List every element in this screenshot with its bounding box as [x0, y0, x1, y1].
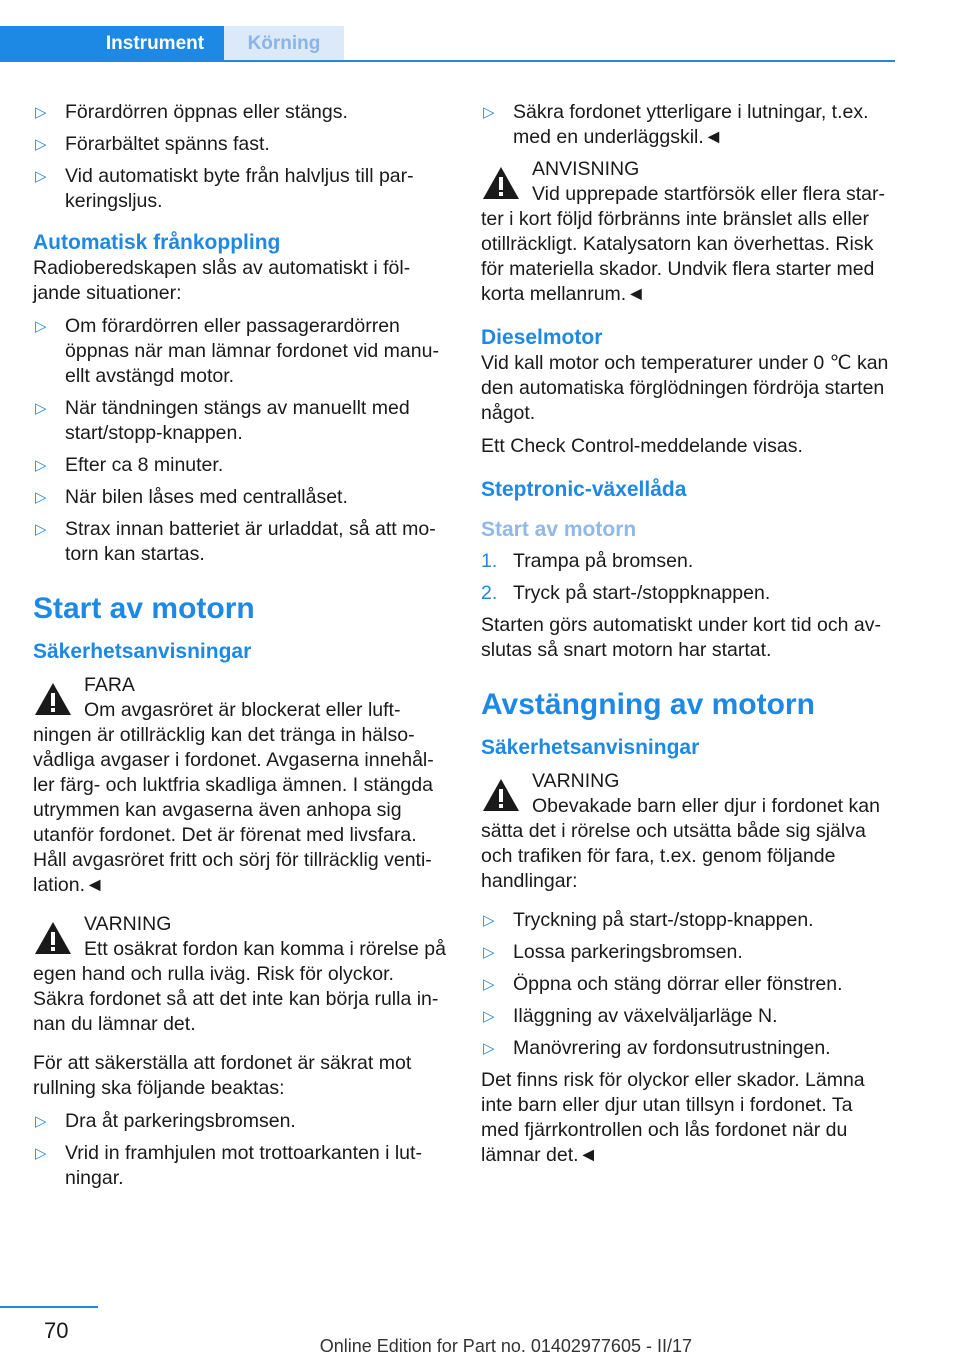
page-number: 70: [44, 1318, 69, 1343]
tab-korning[interactable]: Körning: [224, 26, 344, 62]
left-column: [33, 100, 447, 1198]
warning-box: [33, 912, 447, 1037]
paragraph: För att säkerställa att fordonet är säkrat mot rullning ska följande beaktas:: [33, 1052, 412, 1099]
triangle-right-icon: ▷: [483, 1040, 495, 1057]
tab-instrument[interactable]: Instrument: [86, 26, 224, 62]
triangle-right-icon: ▷: [35, 1113, 47, 1130]
warning-box: [33, 673, 447, 898]
section-heading-stop: Avstängning av motorn: [481, 688, 815, 721]
warning-triangle-icon: [481, 777, 521, 813]
warning-title: VARNING: [84, 913, 172, 935]
warning-box: [481, 157, 895, 307]
footer-rule: [0, 1306, 98, 1308]
section-heading-safety: Säkerhetsanvisningar: [33, 640, 252, 663]
section-heading-diesel: Dieselmotor: [481, 326, 603, 349]
list-item: ▷ Iläggning av växelväljarläge N.: [483, 1005, 778, 1027]
list-item: 2. Tryck på start-/stoppknappen.: [481, 582, 771, 604]
header-bar: [0, 0, 895, 62]
section-heading-steptronic: Steptronic-växellåda: [481, 478, 687, 501]
triangle-right-icon: ▷: [483, 1008, 495, 1025]
triangle-right-icon: ▷: [35, 168, 47, 185]
list-item: ▷ Om förardörren eller passagerardörren öppnas när man lämnar fordonet vid manuellt avstängd motor.: [35, 315, 439, 387]
paragraph: Det finns risk för olyckor eller skador. Lämna inte barn eller djur utan tillsyn i fordonet. Ta med fjärrkontrollen och lås fordonet när du lämnar det.◄: [481, 1069, 865, 1166]
triangle-right-icon: ▷: [35, 104, 47, 121]
list-item: ▷ När tändningen stängs av manuellt med start/stopp-knappen.: [35, 397, 410, 444]
list-item: ▷ När bilen låses med centrallåset.: [35, 486, 348, 508]
right-column: [481, 100, 895, 1176]
warning-triangle-icon: [33, 920, 73, 956]
list-item: ▷ Säkra fordonet ytterligare i lutningar, t.ex. med en underläggskil.◄: [483, 101, 869, 148]
list-item: ▷ Förarbältet spänns fast.: [35, 133, 270, 155]
warning-title: VARNING: [532, 770, 620, 792]
paragraph: Ett Check Control-meddelande visas.: [481, 435, 803, 457]
paragraph: Vid kall motor och temperaturer under 0 ℃ kan den automatiska förglödningen fördröja starten något.: [481, 352, 889, 424]
warning-body: Om avgasröret är blockerat eller luftningen är otillräcklig kan det tränga in hälsovådliga avgaser i fordonet. Avgaserna innehåller färg- och luktfria skadliga ämnen. I stängda utrymmen kan avgaserna även anhopa sig utanför fordonet. Det är förenat med livsfara. Håll avgasröret fritt och sörj för tillräcklig ventilation.◄: [33, 699, 434, 896]
triangle-right-icon: ▷: [35, 400, 47, 417]
section-heading-safety: Säkerhetsanvisningar: [481, 736, 700, 759]
triangle-right-icon: ▷: [483, 944, 495, 961]
list-item: ▷ Manövrering av fordonsutrustningen.: [483, 1037, 831, 1059]
triangle-right-icon: ▷: [483, 976, 495, 993]
triangle-right-icon: ▷: [35, 457, 47, 474]
header-accent: [0, 26, 86, 62]
list-item: ▷ Vrid in framhjulen mot trottoarkanten i lutningar.: [35, 1142, 422, 1189]
warning-body: Ett osäkrat fordon kan komma i rörelse på egen hand och rulla iväg. Risk för olyckor. Säkra fordonet så att det inte kan börja rulla innan du lämnar det.: [33, 938, 446, 1035]
triangle-right-icon: ▷: [35, 136, 47, 153]
warning-title: FARA: [84, 674, 135, 696]
edition-note: Online Edition for Part no. 01402977605 - II/17: [319, 1336, 692, 1356]
header-rule: [0, 60, 895, 62]
paragraph: Starten görs automatiskt under kort tid och avslutas så snart motorn har startat.: [481, 614, 881, 661]
list-item: ▷ Tryckning på start-/stopp-knappen.: [483, 909, 814, 931]
triangle-right-icon: ▷: [35, 489, 47, 506]
list-item: ▷ Lossa parkeringsbromsen.: [483, 941, 743, 963]
list-item: ▷ Förardörren öppnas eller stängs.: [35, 101, 348, 123]
triangle-right-icon: ▷: [35, 1145, 47, 1162]
warning-title: ANVISNING: [532, 158, 640, 180]
list-item: 1. Trampa på bromsen.: [481, 550, 694, 572]
warning-body: Obevakade barn eller djur i fordonet kan sätta det i rörelse och utsätta både sig själva och trafiken för fara, t.ex. genom följande handlingar:: [481, 795, 880, 892]
warning-triangle-icon: [33, 681, 73, 717]
section-heading-auto: Automatisk frånkoppling: [33, 231, 281, 254]
subsection-heading-start: Start av motorn: [481, 518, 637, 541]
paragraph: Radioberedskapen slås av automatiskt i följande situationer:: [33, 257, 411, 304]
list-item: ▷ Efter ca 8 minuter.: [35, 454, 224, 476]
list-item: ▷ Dra åt parkeringsbromsen.: [35, 1110, 296, 1132]
warning-box: [481, 769, 895, 894]
triangle-right-icon: ▷: [35, 521, 47, 538]
section-heading-start: Start av motorn: [33, 592, 255, 625]
triangle-right-icon: ▷: [483, 912, 495, 929]
triangle-right-icon: ▷: [483, 104, 495, 121]
list-item: ▷ Vid automatiskt byte från halvljus till parkeringsljus.: [35, 165, 414, 212]
warning-body: Vid upprepade startförsök eller flera starter i kort följd förbränns inte bränslet alls eller otillräckligt. Katalysatorn kan överhettas. Risk för materiella skador. Undvik flera starter med korta mellanrum.◄: [481, 183, 885, 305]
list-item: ▷ Strax innan batteriet är urladdat, så att motorn kan startas.: [35, 518, 436, 565]
list-item: ▷ Öppna och stäng dörrar eller fönstren.: [483, 973, 843, 995]
triangle-right-icon: ▷: [35, 318, 47, 335]
warning-triangle-icon: [481, 165, 521, 201]
